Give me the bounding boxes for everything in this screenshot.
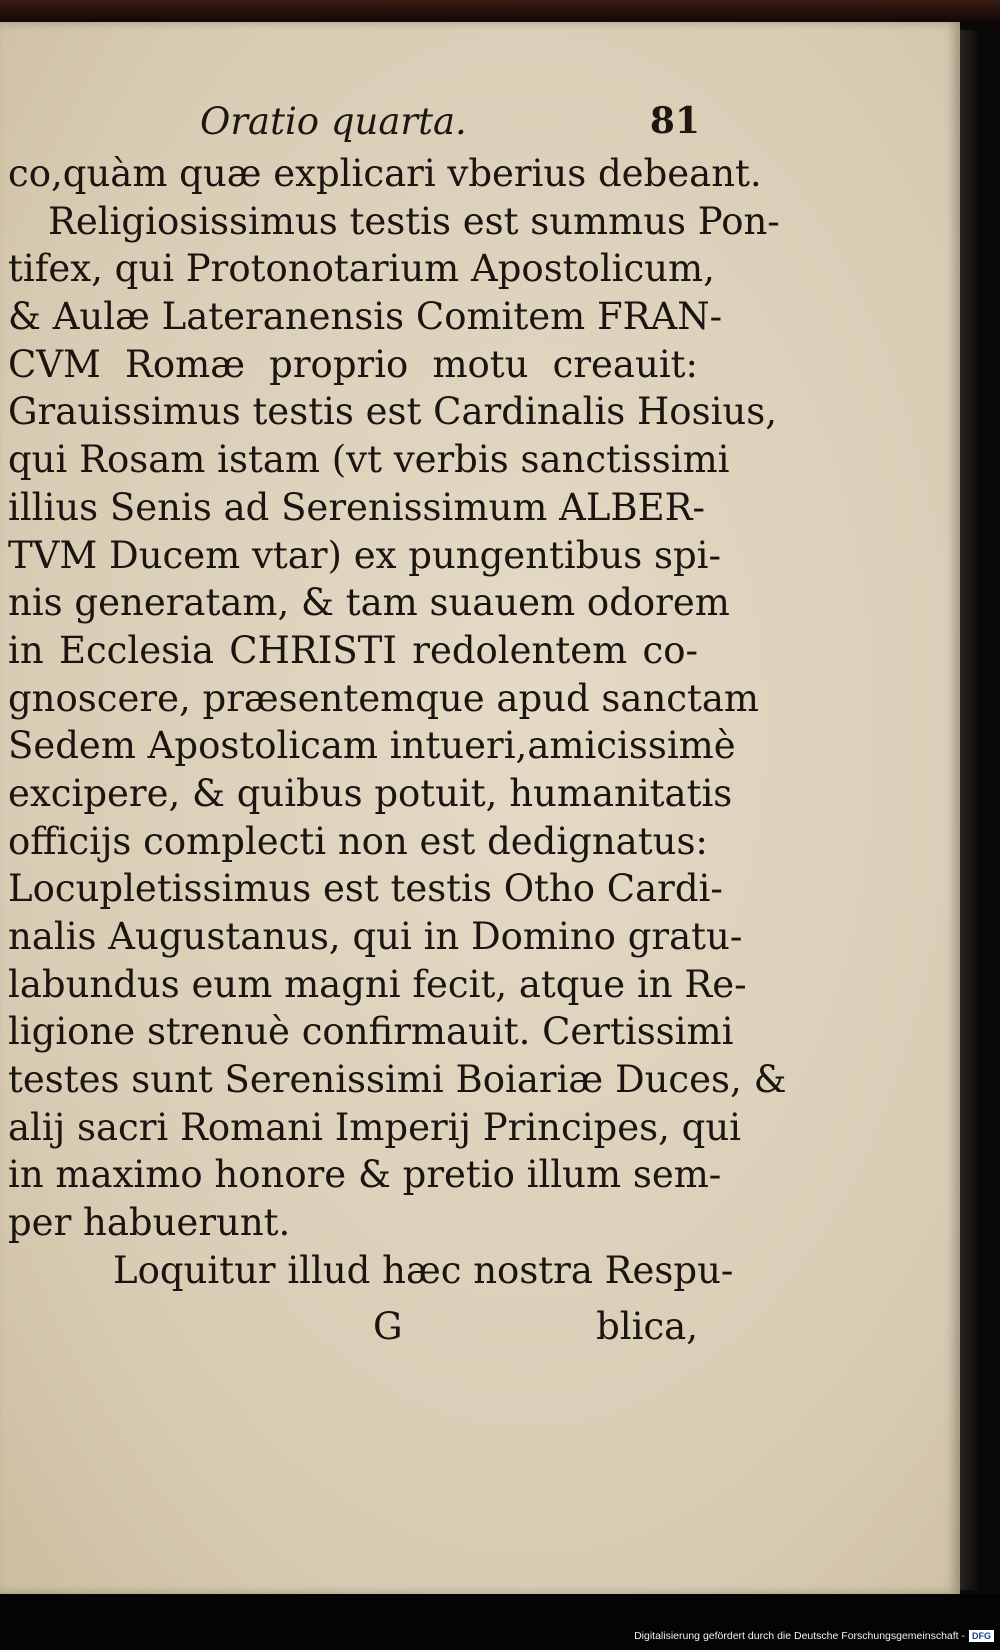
text-line: nalis Augustanus, qui in Domino gratu- [8, 915, 743, 958]
credit-text: Digitalisierung gefördert durch die Deutsche Forschungsgemeinschaft - [634, 1630, 965, 1642]
text-line: in Ecclesia CHRISTI redolentem co- [8, 628, 698, 672]
text-line: illius Senis ad Serenissimum ALBER- [8, 485, 705, 529]
running-title: Oratio quarta. [200, 100, 467, 143]
text-line: labundus eum magni fecit, atque in Re- [8, 962, 747, 1006]
text-line: testes sunt Serenissimi Boiariæ Duces, & [8, 1058, 787, 1102]
text-line: co,quàm quæ explicari vberius debeant. [8, 152, 762, 195]
text-line: Locupletissimus est testis Otho Cardi- [8, 867, 723, 911]
dfg-logo-icon: DFG [969, 1630, 994, 1642]
text-line: Religiosissimus testis est summus Pon- [48, 199, 780, 243]
scan-bottom-band [0, 1594, 1000, 1650]
text-line: ligione strenuè confirmauit. Certissimi [8, 1010, 734, 1054]
text-line: nis generatam, & tam suauem odorem [8, 581, 730, 625]
text-line: excipere, & quibus potuit, humanitatis [8, 771, 733, 815]
text-line: Grauissimus testis est Cardinalis Hosius, [8, 390, 777, 434]
text-line: CVM Romæ proprio motu creauit: [8, 342, 698, 386]
text-line: officijs complecti non est dedignatus: [8, 819, 708, 863]
text-line: Sedem Apostolicam intueri,amicissimè [8, 724, 736, 768]
text-line: Loquitur illud hæc nostra Respu- [113, 1248, 734, 1292]
text-line: per habuerunt. [8, 1201, 291, 1245]
volume-top-edge [0, 0, 1000, 22]
page-fore-edge [960, 30, 978, 1590]
catchword: blica, [596, 1305, 698, 1348]
body-text [8, 150, 787, 1295]
page-footer [8, 1305, 698, 1355]
signature-mark: G [373, 1305, 403, 1348]
digitization-credit [634, 1630, 994, 1642]
text-line: TVM Ducem vtar) ex pungentibus spi- [8, 533, 721, 577]
book-page [0, 22, 960, 1594]
text-line: in maximo honore & pretio illum sem- [8, 1153, 722, 1197]
text-line: tifex, qui Protonotarium Apostolicum, [8, 247, 715, 291]
text-line: qui Rosam istam (vt verbis sanctissimi [8, 438, 730, 482]
page-number: 81 [649, 100, 700, 142]
text-line: & Aulæ Lateranensis Comitem FRAN- [8, 295, 723, 339]
text-line: gnoscere, præsentemque apud sanctam [8, 676, 760, 720]
text-line: alij sacri Romani Imperij Principes, qui [8, 1105, 741, 1149]
page-header [200, 82, 700, 142]
